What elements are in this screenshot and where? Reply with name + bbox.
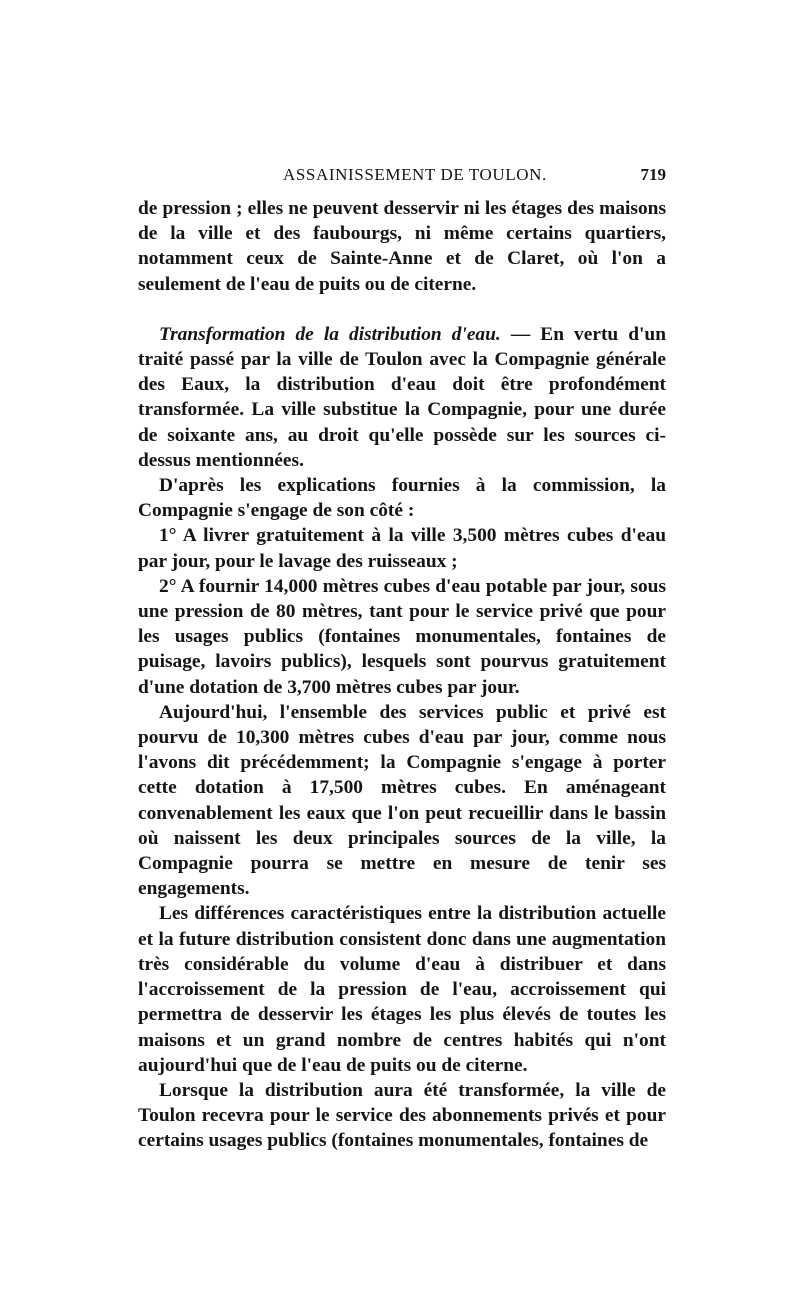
paragraph-transformation: [138, 322, 666, 473]
paragraph-differences: Les différences caractéristiques entre la distribution actuelle et la future distribution consistent donc dans une augmentation très considérable du volume d'eau à distribuer et dans l'accroissement de la pression de l'eau, accroissement qui permettra de desservir les étages les plus élevés de toutes les maisons et un grand nombre de centres habités qui n'ont aujourd'hui que de l'eau de puits ou de citerne.: [138, 903, 666, 1076]
page-header: [138, 165, 666, 187]
page-number: 719: [640, 165, 666, 184]
section-title: Transformation de la distribution d'eau.: [159, 323, 501, 345]
paragraph-aujourdhui: Aujourd'hui, l'ensemble des services public et privé est pourvu de 10,300 mètres cubes d'eau par jour, comme nous l'avons dit précédemment; la Compagnie s'engage à porter cette dotation à 17,500 mètres cubes. En aménageant convenablement les eaux que l'on peut recueillir dans le bassin où naissent les deux principales sources de la ville, la Compagnie pourra se mettre en mesure de tenir ses engagements.: [138, 701, 666, 900]
paragraph-continuation: de pression ; elles ne peuvent desservir ni les étages des maisons de la ville et des faubourgs, ni même certains quartiers, notamment ceux de Sainte-Anne et de Claret, où l'on a seulement de l'eau de puits ou de citerne.: [138, 198, 666, 295]
paragraph-item-2: 2° A fournir 14,000 mètres cubes d'eau potable par jour, sous une pression de 80 mètres, tant pour le service privé que pour les usages publics (fontaines monumentales, fontaines de puisage, lavoirs publics), lesquels sont pourvus gratuitement d'une dotation de 3,700 mètres cubes par jour.: [138, 575, 666, 698]
paragraph-explications: D'après les explications fournies à la commission, la Compagnie s'engage de son côté :: [138, 475, 666, 522]
paragraph-item-1: 1° A livrer gratuitement à la ville 3,500 mètres cubes d'eau par jour, pour le lavage des ruisseaux ;: [138, 525, 666, 572]
body-text: [138, 196, 666, 1154]
paragraph-lorsque: Lorsque la distribution aura été transformée, la ville de Toulon recevra pour le service des abonnements privés et pour certains usages publics (fontaines monumentales, fontaines de: [138, 1079, 666, 1152]
running-head: ASSAINISSEMENT DE TOULON.: [283, 165, 547, 184]
section-text: — En vertu d'un traité passé par la ville de Toulon avec la Compagnie générale des Eaux, la distribution d'eau doit être profondément transformée. La ville substitue la Compagnie, pour une durée de soixante ans, au droit qu'elle possède sur les sources ci-dessus mentionnées.: [138, 323, 667, 471]
